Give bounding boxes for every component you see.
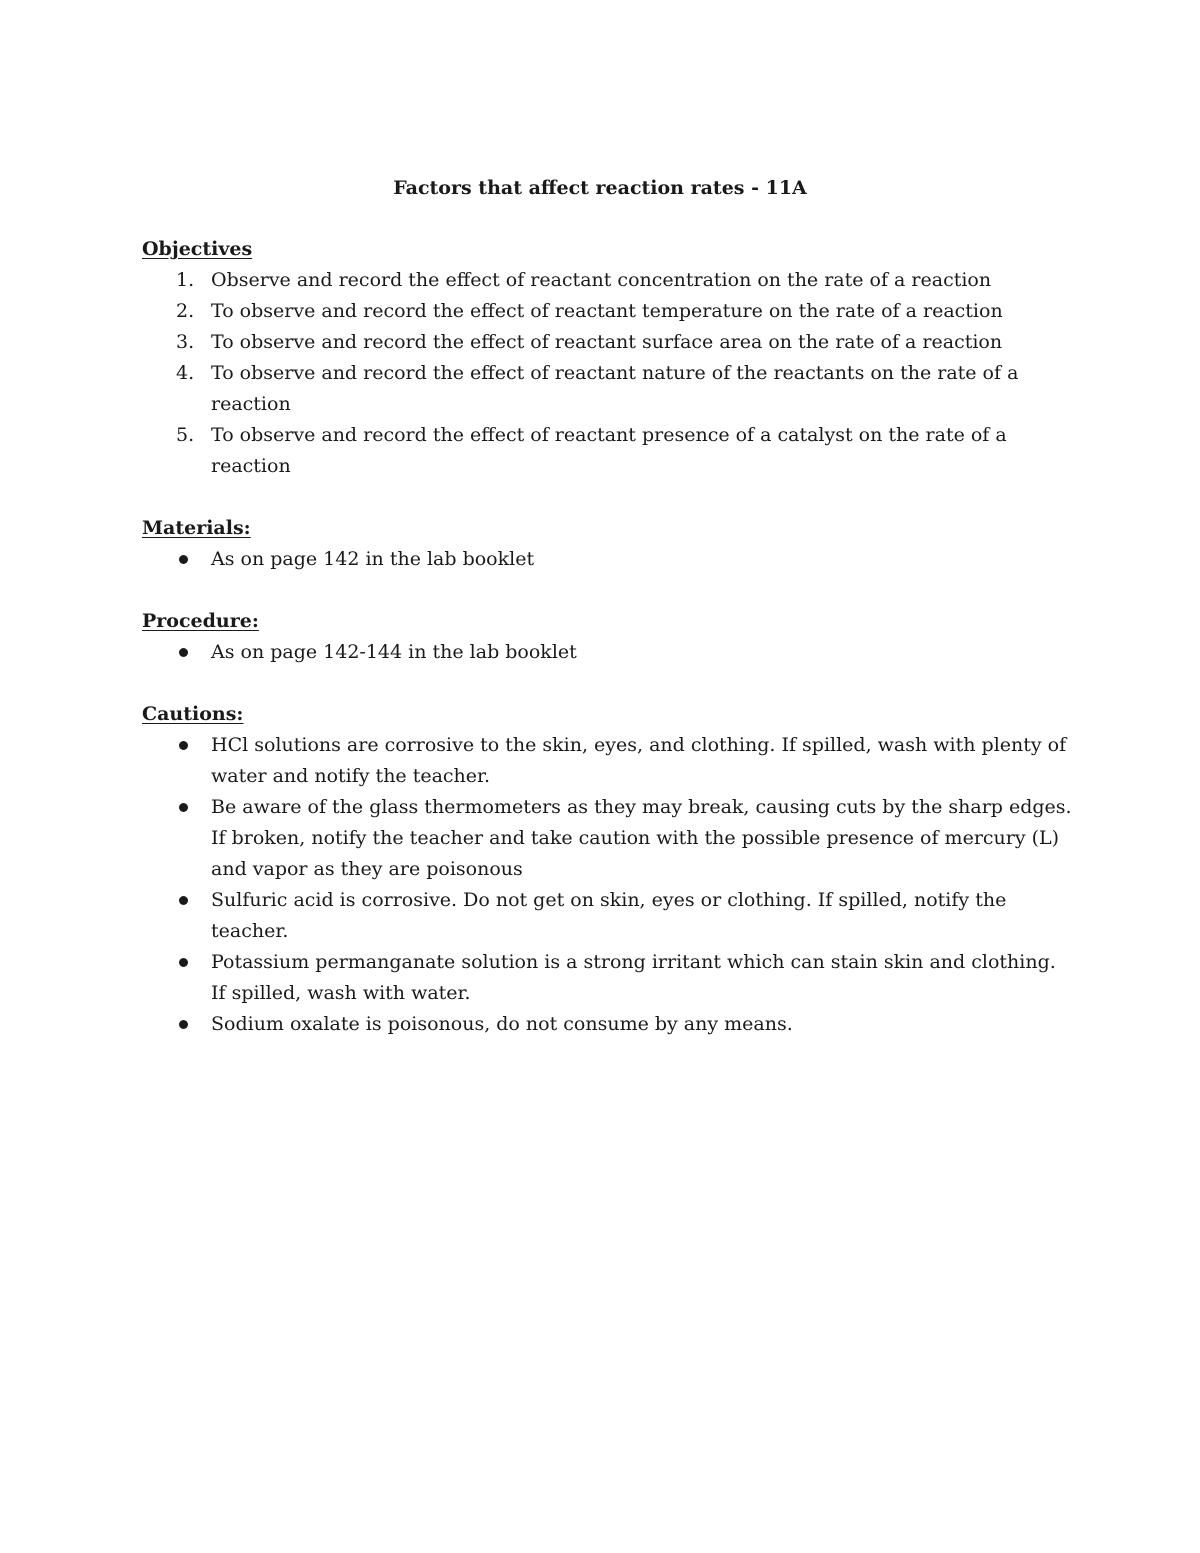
list-item-text: HCl solutions are corrosive to the skin, eyes, and clothing. If spilled, wash with plenty of water and notify the teacher. xyxy=(211,734,1067,787)
procedure-section xyxy=(142,606,1072,668)
list-item xyxy=(142,296,1072,327)
page-title: Factors that affect reaction rates - 11A xyxy=(393,177,807,199)
list-item xyxy=(142,420,1072,482)
list-item xyxy=(142,544,1072,575)
list-item-text: As on page 142 in the lab booklet xyxy=(211,548,535,570)
bullet-icon xyxy=(179,803,188,812)
list-item-text: To observe and record the effect of reactant temperature on the rate of a reaction xyxy=(211,300,1003,322)
bullet-icon xyxy=(179,555,188,564)
list-item-text: To observe and record the effect of reactant nature of the reactants on the rate of a reaction xyxy=(211,362,1019,415)
list-item-text: Sodium oxalate is poisonous, do not consume by any means. xyxy=(211,1013,793,1035)
list-item xyxy=(142,637,1072,668)
list-item xyxy=(142,947,1072,1009)
list-item xyxy=(142,792,1072,885)
list-item xyxy=(142,358,1072,420)
list-item-text: Sulfuric acid is corrosive. Do not get on skin, eyes or clothing. If spilled, notify the teacher. xyxy=(211,889,1007,942)
list-number: 3. xyxy=(176,331,195,353)
list-number: 1. xyxy=(176,269,195,291)
procedure-list xyxy=(142,637,1072,668)
materials-section xyxy=(142,513,1072,575)
list-item xyxy=(142,730,1072,792)
bullet-icon xyxy=(179,896,188,905)
list-number: 2. xyxy=(176,300,195,322)
bullet-icon xyxy=(179,958,188,967)
list-item xyxy=(142,885,1072,947)
list-item-text: As on page 142-144 in the lab booklet xyxy=(211,641,577,663)
list-item xyxy=(142,1009,1072,1040)
cautions-list xyxy=(142,730,1072,1040)
list-number: 4. xyxy=(176,362,195,384)
materials-list xyxy=(142,544,1072,575)
list-item-text: To observe and record the effect of reactant presence of a catalyst on the rate of a reaction xyxy=(211,424,1007,477)
list-item xyxy=(142,327,1072,358)
bullet-icon xyxy=(179,648,188,657)
cautions-heading: Cautions: xyxy=(142,703,244,725)
bullet-icon xyxy=(179,1020,188,1029)
document-body xyxy=(142,234,1072,1071)
materials-heading: Materials: xyxy=(142,517,251,539)
list-item-text: To observe and record the effect of reactant surface area on the rate of a reaction xyxy=(211,331,1003,353)
bullet-icon xyxy=(179,741,188,750)
list-item-text: Observe and record the effect of reactant concentration on the rate of a reaction xyxy=(211,269,992,291)
objectives-heading: Objectives xyxy=(142,238,253,260)
objectives-section xyxy=(142,234,1072,482)
objectives-list xyxy=(142,265,1072,482)
list-item-text: Be aware of the glass thermometers as they may break, causing cuts by the sharp edges. If broken, notify the teacher and take caution with the possible presence of mercury (L) and vapor as they are poisonous xyxy=(211,796,1072,880)
procedure-heading: Procedure: xyxy=(142,610,259,632)
list-item xyxy=(142,265,1072,296)
list-item-text: Potassium permanganate solution is a strong irritant which can stain skin and clothing. If spilled, wash with water. xyxy=(211,951,1056,1004)
list-number: 5. xyxy=(176,424,195,446)
cautions-section xyxy=(142,699,1072,1040)
